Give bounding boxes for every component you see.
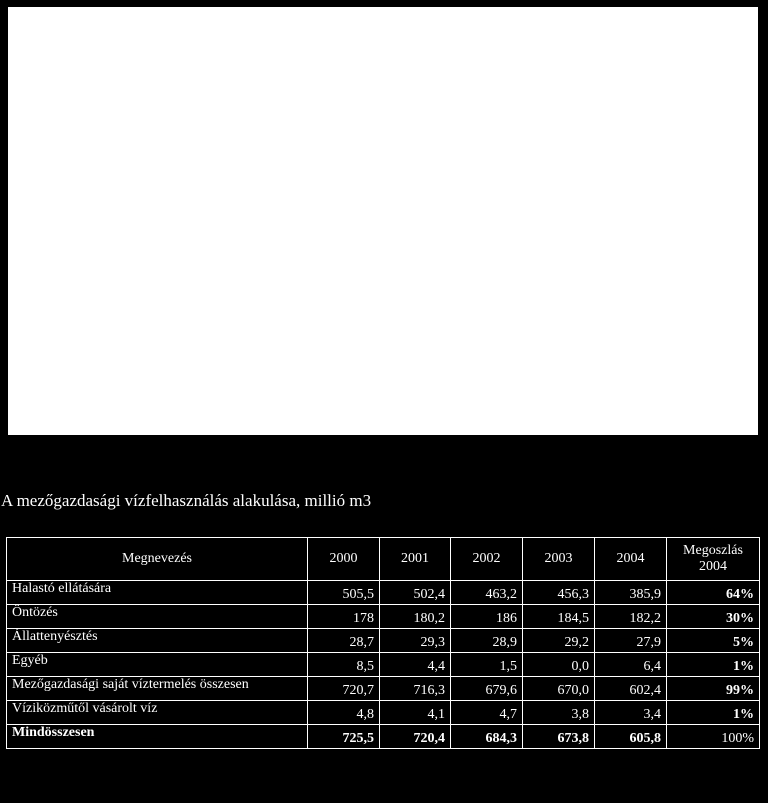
cell-share: 1% [667, 653, 760, 677]
cell-2003: 3,8 [523, 701, 595, 725]
cell-2004: 27,9 [595, 629, 667, 653]
total-row [7, 725, 760, 749]
table-row [7, 653, 760, 677]
cell-2003: 29,2 [523, 629, 595, 653]
header-2004: 2004 [595, 538, 667, 581]
cell-share: 30% [667, 605, 760, 629]
table-row [7, 629, 760, 653]
cell-2003: 184,5 [523, 605, 595, 629]
cell-2003: 456,3 [523, 581, 595, 605]
cell-share: 99% [667, 677, 760, 701]
table-title: A mezőgazdasági vízfelhasználás alakulása, millió m3 [1, 491, 372, 510]
table-row [7, 701, 760, 725]
header-2000: 2000 [308, 538, 380, 581]
cell-2001: 4,4 [380, 653, 451, 677]
row-label: Víziközműtől vásárolt víz [7, 701, 308, 725]
header-2003: 2003 [523, 538, 595, 581]
header-megoszlas: Megoszlás 2004 [667, 538, 760, 581]
cell-2003: 0,0 [523, 653, 595, 677]
cell-2001: 29,3 [380, 629, 451, 653]
row-label: Mezőgazdasági saját víztermelés összesen [7, 677, 308, 701]
cell-share: 100% [667, 725, 760, 749]
cell-2002: 1,5 [451, 653, 523, 677]
row-label: Mindösszesen [7, 725, 308, 749]
cell-2000: 505,5 [308, 581, 380, 605]
water-usage-table [6, 537, 760, 749]
row-label: Halastó ellátására [7, 581, 308, 605]
cell-2002: 28,9 [451, 629, 523, 653]
cell-2002: 684,3 [451, 725, 523, 749]
cell-2003: 670,0 [523, 677, 595, 701]
row-label: Öntözés [7, 605, 308, 629]
cell-2004: 605,8 [595, 725, 667, 749]
cell-2000: 720,7 [308, 677, 380, 701]
table-row [7, 677, 760, 701]
cell-2000: 8,5 [308, 653, 380, 677]
cell-2000: 4,8 [308, 701, 380, 725]
table-row [7, 581, 760, 605]
cell-share: 64% [667, 581, 760, 605]
cell-share: 5% [667, 629, 760, 653]
table-row [7, 605, 760, 629]
cell-2004: 602,4 [595, 677, 667, 701]
cell-2004: 182,2 [595, 605, 667, 629]
cell-2000: 725,5 [308, 725, 380, 749]
cell-2001: 4,1 [380, 701, 451, 725]
cell-2002: 186 [451, 605, 523, 629]
cell-2000: 178 [308, 605, 380, 629]
cell-share: 1% [667, 701, 760, 725]
cell-2001: 180,2 [380, 605, 451, 629]
cell-2002: 463,2 [451, 581, 523, 605]
cell-2004: 3,4 [595, 701, 667, 725]
row-label: Egyéb [7, 653, 308, 677]
cell-2002: 679,6 [451, 677, 523, 701]
header-row [7, 538, 760, 581]
cell-2004: 385,9 [595, 581, 667, 605]
cell-2001: 716,3 [380, 677, 451, 701]
cell-2003: 673,8 [523, 725, 595, 749]
header-megnevezes: Megnevezés [7, 538, 308, 581]
header-2002: 2002 [451, 538, 523, 581]
row-label: Állattenyésztés [7, 629, 308, 653]
cell-2001: 502,4 [380, 581, 451, 605]
header-2001: 2001 [380, 538, 451, 581]
cell-2000: 28,7 [308, 629, 380, 653]
blank-image-area [8, 7, 758, 435]
cell-2001: 720,4 [380, 725, 451, 749]
cell-2002: 4,7 [451, 701, 523, 725]
cell-2004: 6,4 [595, 653, 667, 677]
